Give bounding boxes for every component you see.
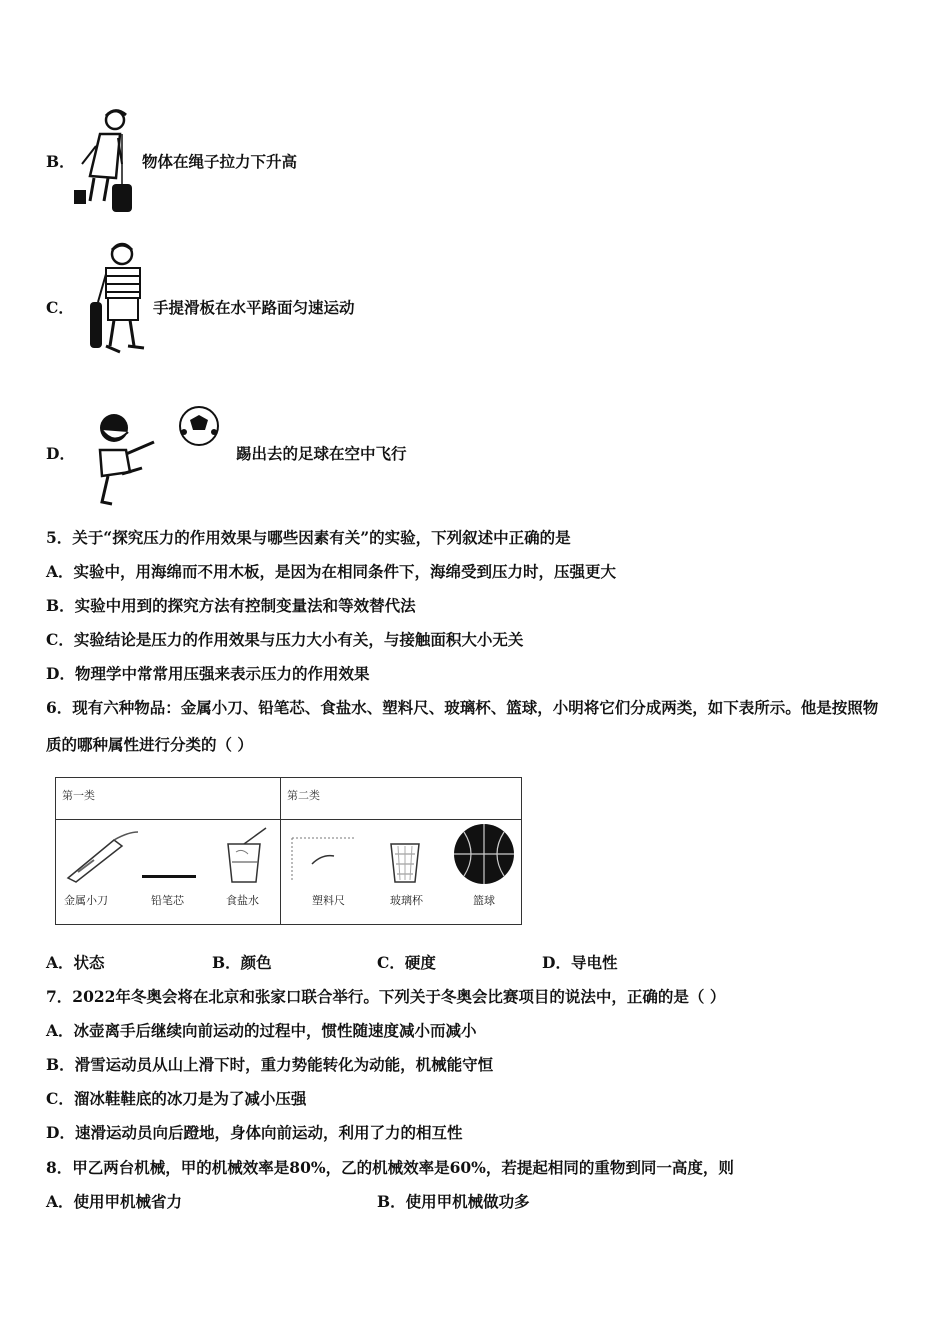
q5-option-b: B．实验中用到的探究方法有控制变量法和等效替代法 [46, 596, 416, 615]
caption-pencil-lead: 铅笔芯 [151, 894, 184, 907]
q5-option-c: C．实验结论是压力的作用效果与压力大小有关，与接触面积大小无关 [46, 630, 524, 649]
classification-table [55, 777, 522, 925]
group1-header: 第一类 [62, 789, 95, 802]
illustration-boy-kicking-football [82, 406, 232, 510]
q7-option-a: A．冰壶离手后继续向前运动的过程中，惯性随速度减小而减小 [46, 1021, 477, 1040]
caption-salt-water: 食盐水 [226, 894, 259, 907]
option-b-text: 物体在绳子拉力下升高 [142, 152, 298, 171]
plastic-ruler-icon [288, 834, 358, 884]
q8-option-b: B．使用甲机械做功多 [377, 1192, 530, 1211]
illustration-man-pulling-rope [70, 106, 140, 216]
q7-option-b: B．滑雪运动员从山上滑下时，重力势能转化为动能，机械能守恒 [46, 1055, 494, 1074]
caption-plastic-ruler: 塑料尺 [312, 894, 345, 907]
caption-metal-knife: 金属小刀 [64, 894, 108, 907]
group2-header: 第二类 [287, 789, 320, 802]
metal-knife-icon [64, 828, 140, 884]
basketball-icon [452, 822, 516, 886]
q5-stem: 5．关于“探究压力的作用效果与哪些因素有关”的实验，下列叙述中正确的是 [46, 528, 571, 547]
table-divider-horizontal [56, 819, 521, 820]
option-b-label: B． [46, 152, 75, 171]
q8-option-a: A．使用甲机械省力 [46, 1192, 183, 1211]
q5-option-a: A．实验中，用海绵而不用木板，是因为在相同条件下，海绵受到压力时，压强更大 [46, 562, 617, 581]
pencil-lead-icon [142, 874, 196, 880]
q6-stem-line1: 6．现有六种物品：金属小刀、铅笔芯、食盐水、塑料尺、玻璃杯、篮球，小明将它们分成两类，如下表所示。他是按照物 [46, 698, 879, 717]
q7-option-d: D．速滑运动员向后蹬地，身体向前运动，利用了力的相互性 [46, 1123, 463, 1142]
q6-choice-b: B．颜色 [212, 953, 272, 972]
q5-option-d: D．物理学中常常用压强来表示压力的作用效果 [46, 664, 370, 683]
caption-basketball: 篮球 [473, 894, 495, 907]
table-divider-vertical [280, 778, 281, 924]
glass-cup-icon [388, 840, 422, 886]
q6-choice-a: A．状态 [46, 953, 105, 972]
q6-stem-line2: 质的哪种属性进行分类的（ ） [46, 735, 253, 754]
q6-choice-c: C．硬度 [377, 953, 436, 972]
q8-stem: 8．甲乙两台机械，甲的机械效率是80%，乙的机械效率是60%，若提起相同的重物到同一高度，则 [46, 1158, 734, 1177]
option-c-label: C． [46, 298, 74, 317]
option-d-text: 踢出去的足球在空中飞行 [236, 444, 407, 463]
q7-option-c: C．溜冰鞋鞋底的冰刀是为了减小压强 [46, 1089, 307, 1108]
caption-glass-cup: 玻璃杯 [390, 894, 423, 907]
illustration-boy-carrying-skateboard [84, 240, 154, 360]
option-c-text: 手提滑板在水平路面匀速运动 [153, 298, 355, 317]
q7-stem: 7．2022年冬奥会将在北京和张家口联合举行。下列关于冬奥会比赛项目的说法中，正确的是（ ） [46, 987, 726, 1006]
salt-water-glass-icon [222, 826, 268, 886]
option-d-label: D． [46, 444, 75, 463]
q6-choice-d: D．导电性 [542, 953, 618, 972]
